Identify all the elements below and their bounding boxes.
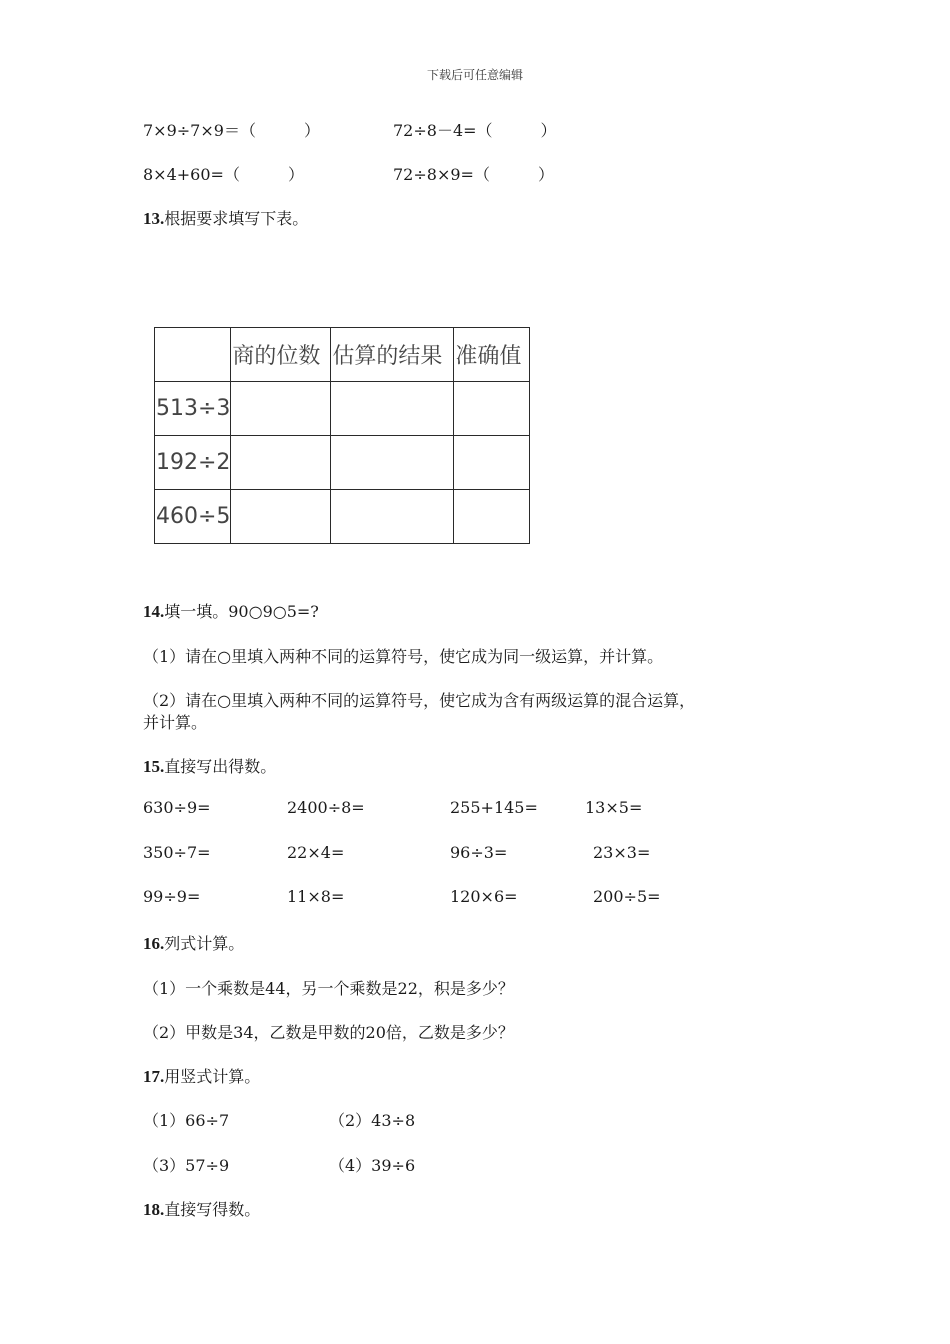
question-13 bbox=[143, 206, 308, 229]
sub-question: （1）66÷7 bbox=[143, 1111, 230, 1130]
question-number: 17. bbox=[143, 1067, 165, 1086]
calc-item: 11×8= bbox=[287, 887, 345, 906]
question-text: 直接写出得数。 bbox=[164, 757, 277, 776]
calc-item: 200÷5= bbox=[593, 887, 661, 906]
table-empty-cell bbox=[331, 490, 454, 544]
table-empty-cell bbox=[331, 382, 454, 436]
calc-item: 23×3= bbox=[593, 843, 651, 862]
table-empty-cell bbox=[231, 382, 331, 436]
sub-question: （1）请在○里填入两种不同的运算符号，使它成为同一级运算，并计算。 bbox=[143, 647, 664, 666]
calc-item: 22×4= bbox=[287, 843, 345, 862]
fill-table bbox=[154, 327, 530, 544]
table-row bbox=[155, 382, 530, 436]
sub-question-continued: 并计算。 bbox=[143, 713, 208, 732]
calc-item: 72÷8－4=（ ） bbox=[393, 121, 557, 140]
table-empty-cell bbox=[231, 490, 331, 544]
question-text: 用竖式计算。 bbox=[164, 1067, 261, 1086]
table-row-label: 513÷3 bbox=[155, 382, 231, 436]
table-empty-cell bbox=[454, 436, 530, 490]
question-16 bbox=[143, 931, 244, 954]
table-header-cell: 商的位数 bbox=[231, 328, 331, 382]
table-empty-cell bbox=[231, 436, 331, 490]
table-empty-cell bbox=[454, 382, 530, 436]
question-18 bbox=[143, 1197, 260, 1220]
question-number: 14. bbox=[143, 602, 165, 621]
calc-item: 630÷9= bbox=[143, 798, 211, 817]
sub-question: （2）43÷8 bbox=[329, 1111, 416, 1130]
calc-item: 96÷3= bbox=[450, 843, 508, 862]
question-number: 16. bbox=[143, 934, 165, 953]
calc-item: 99÷9= bbox=[143, 887, 201, 906]
page-header: 下载后可任意编辑 bbox=[426, 68, 523, 82]
table-header-cell: 准确值 bbox=[454, 328, 530, 382]
question-number: 18. bbox=[143, 1200, 165, 1219]
table-row-label: 460÷5 bbox=[155, 490, 231, 544]
sub-question: （1）一个乘数是44，另一个乘数是22，积是多少？ bbox=[143, 979, 514, 998]
calc-item: 13×5= bbox=[585, 798, 643, 817]
question-17 bbox=[143, 1064, 260, 1087]
sub-question: （2）甲数是34，乙数是甲数的20倍，乙数是多少？ bbox=[143, 1023, 514, 1042]
calc-item: 72÷8×9=（ ） bbox=[393, 165, 554, 184]
question-text: 根据要求填写下表。 bbox=[164, 209, 309, 228]
table-empty-cell bbox=[331, 436, 454, 490]
table-corner-cell bbox=[155, 328, 231, 382]
sub-question: （2）请在○里填入两种不同的运算符号，使它成为含有两级运算的混合运算， bbox=[143, 691, 696, 710]
table-header-cell: 估算的结果 bbox=[331, 328, 454, 382]
calc-item: 350÷7= bbox=[143, 843, 211, 862]
question-14 bbox=[143, 599, 319, 622]
calc-item: 8×4+60=（ ） bbox=[143, 165, 304, 184]
table-header-row bbox=[155, 328, 530, 382]
question-text: 填一填。90○9○5=? bbox=[164, 602, 319, 621]
sub-question: （3）57÷9 bbox=[143, 1156, 230, 1175]
question-number: 15. bbox=[143, 757, 165, 776]
question-15 bbox=[143, 754, 276, 777]
calc-item: 255+145= bbox=[450, 798, 538, 817]
table-row bbox=[155, 490, 530, 544]
question-text: 列式计算。 bbox=[164, 934, 245, 953]
question-text: 直接写得数。 bbox=[164, 1200, 261, 1219]
calc-item: 120×6= bbox=[450, 887, 518, 906]
calc-item: 7×9÷7×9＝（ ） bbox=[143, 121, 320, 140]
question-number: 13. bbox=[143, 209, 165, 228]
calc-item: 2400÷8= bbox=[287, 798, 365, 817]
table-row bbox=[155, 436, 530, 490]
table-empty-cell bbox=[454, 490, 530, 544]
table-row-label: 192÷2 bbox=[155, 436, 231, 490]
sub-question: （4）39÷6 bbox=[329, 1156, 416, 1175]
